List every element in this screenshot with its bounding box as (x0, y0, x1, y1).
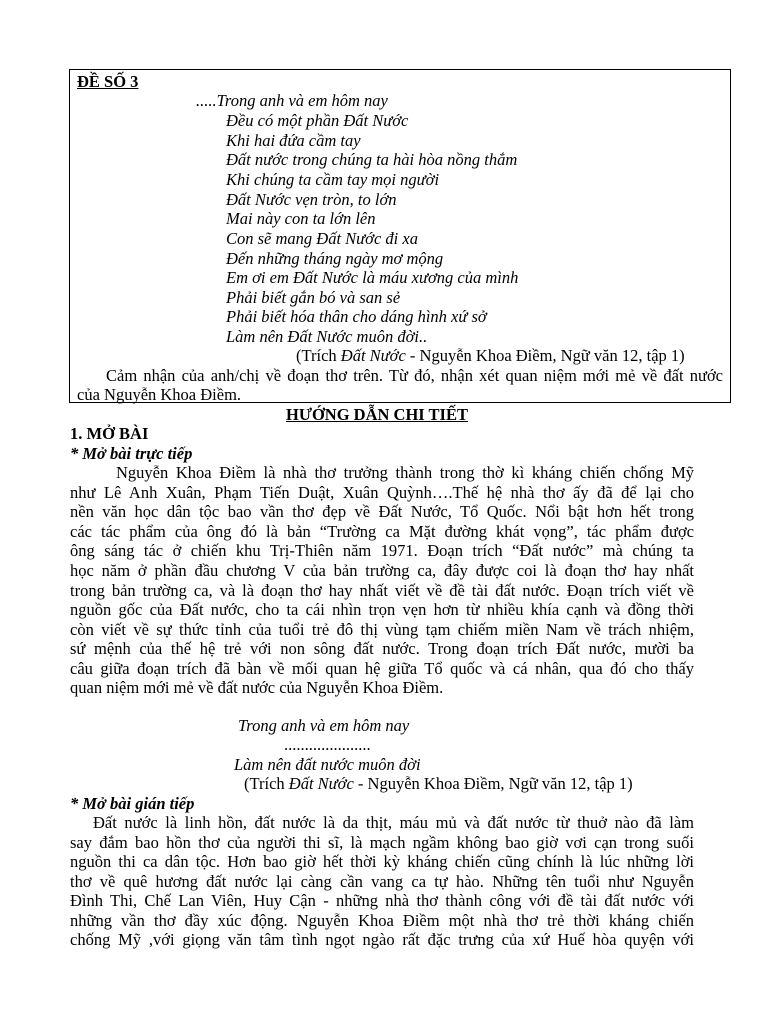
citation-prefix: (Trích (244, 774, 289, 793)
paragraph-line: Nguyễn Khoa Điềm là nhà thơ trưởng thành trong thờ kì kháng chiến chống Mỹ (116, 463, 694, 482)
poem-line: Đều có một phần Đất Nước (226, 111, 409, 130)
poem-line: Đến những tháng ngày mơ mộng (226, 249, 444, 268)
citation-suffix: - Nguyễn Khoa Điềm, Ngữ văn 12, tập 1) (353, 774, 633, 793)
guide-title: HƯỚNG DẪN CHI TIẾT (286, 405, 468, 424)
exercise-heading: ĐỀ SỐ 3 (77, 72, 139, 91)
paragraph-line: nguồn thi ca dân tộc. Hơn bao giờ hết thời kỳ kháng chiến cũng chính là lúc những lời (70, 852, 694, 871)
poem-line: Khi chúng ta cầm tay mọi người (226, 170, 440, 189)
exercise-citation (296, 346, 685, 365)
citation-prefix: (Trích (296, 346, 341, 365)
exercise-prompt: của Nguyễn Khoa Điềm. (77, 385, 242, 404)
paragraph-line: Đất nước là linh hồn, đất nước là da thịt, máu mủ và đất nước từ thuở nào đã làm (93, 813, 694, 832)
paragraph-line: chống Mỹ ,với giọng văn tâm tình ngọt ngào rất đặc trưng của xứ Huế hòa quyện với (70, 930, 694, 949)
paragraph-line: Đình Thi, Chế Lan Viên, Huy Cận - những nhà thơ thành công với đề tài đất nước với (70, 891, 694, 910)
citation-work: Đất Nước (340, 346, 406, 365)
paragraph-line: câu giữa đoạn trích đã bàn về mối quan hệ giữa Tổ quốc và cá nhân, qua đó cho thấy (70, 659, 694, 678)
subsection-heading: * Mở bài gián tiếp (70, 794, 195, 813)
paragraph-line: sứ mệnh của thế hệ trẻ với non sông đất nước. Trong đoạn trích Đất nước, mười ba (70, 639, 694, 658)
paragraph-line: các tác phẩm của ông đó là bản “Trường ca Mặt đường khát vọng”, tác phẩm được (70, 522, 694, 541)
paragraph-line: thơ về quê hương đất nước lại càng cần vang ca tự hào. Những tên tuổi như Nguyễn (70, 872, 694, 891)
exercise-prompt: Cảm nhận của anh/chị về đoạn thơ trên. Từ đó, nhận xét quan niệm mới mẻ về đất nước (106, 366, 723, 385)
poem-line: Em ơi em Đất Nước là máu xương của mình (226, 268, 519, 287)
section-heading: 1. MỞ BÀI (70, 424, 149, 443)
citation-suffix: - Nguyễn Khoa Điềm, Ngữ văn 12, tập 1) (405, 346, 685, 365)
paragraph-line: say đắm bao hồn thơ của người thi sĩ, là mạch ngầm không bao giờ vơi cạn trong suối (70, 833, 694, 852)
quote-ellipsis: ..................... (284, 735, 371, 754)
paragraph-line: nguồn gốc của Đất nước, cho ta cái nhìn trọn vẹn hơn từ nhiều khía cạnh và đồng thời (70, 600, 694, 619)
poem-line: .....Trong anh và em hôm nay (196, 91, 388, 110)
subsection-heading: * Mở bài trực tiếp (70, 444, 193, 463)
paragraph-line: ông sáng tác ở chiến khu Trị-Thiên năm 1971. Đoạn trích “Đất nước” mà chúng ta (70, 541, 694, 560)
poem-line: Làm nên Đất Nước muôn đời.. (226, 327, 428, 346)
paragraph-line: học năm ở phần đầu chương V của bản trường ca, đây được coi là đoạn thơ hay nhất (70, 561, 694, 580)
poem-line: Khi hai đứa cầm tay (226, 131, 361, 150)
citation-work: Đất Nước (288, 774, 354, 793)
poem-line: Con sẽ mang Đất Nước đi xa (226, 229, 418, 248)
poem-line: Phải biết gắn bó và san sẻ (226, 288, 401, 307)
paragraph-line: trong bản trường ca, và là đoạn thơ hay nhất viết về đề tài đất nước. Đoạn trích viết về (70, 581, 694, 600)
quote-line: Trong anh và em hôm nay (238, 716, 410, 735)
quote-citation (244, 774, 633, 793)
poem-line: Mai này con ta lớn lên (226, 209, 376, 228)
quote-line: Làm nên đất nước muôn đời (234, 755, 421, 774)
poem-line: Phải biết hóa thân cho dáng hình xứ sở (226, 307, 487, 326)
paragraph-line: còn viết về sự thức tỉnh của tuổi trẻ đô thị vùng tạm chiếm miền Nam về trách nhiệm, (70, 620, 694, 639)
paragraph-line: quan niệm mới mẻ về đất nước của Nguyễn Khoa Điềm. (70, 678, 444, 697)
paragraph-line: những vần thơ đầy xúc động. Nguyễn Khoa Điềm một nhà thơ trẻ thời kháng chiến (70, 911, 694, 930)
poem-line: Đất Nước vẹn tròn, to lớn (226, 190, 397, 209)
paragraph-line: nền văn học dân tộc bao vần thơ đẹp về Đất Nước, Tổ Quốc. Nổi bật hơn hết trong (70, 502, 694, 521)
poem-line: Đất nước trong chúng ta hài hòa nồng thắm (226, 150, 518, 169)
paragraph-line: như Lê Anh Xuân, Phạm Tiến Duật, Xuân Quỳnh….Thế hệ nhà thơ ấy đã để lại cho (70, 483, 694, 502)
